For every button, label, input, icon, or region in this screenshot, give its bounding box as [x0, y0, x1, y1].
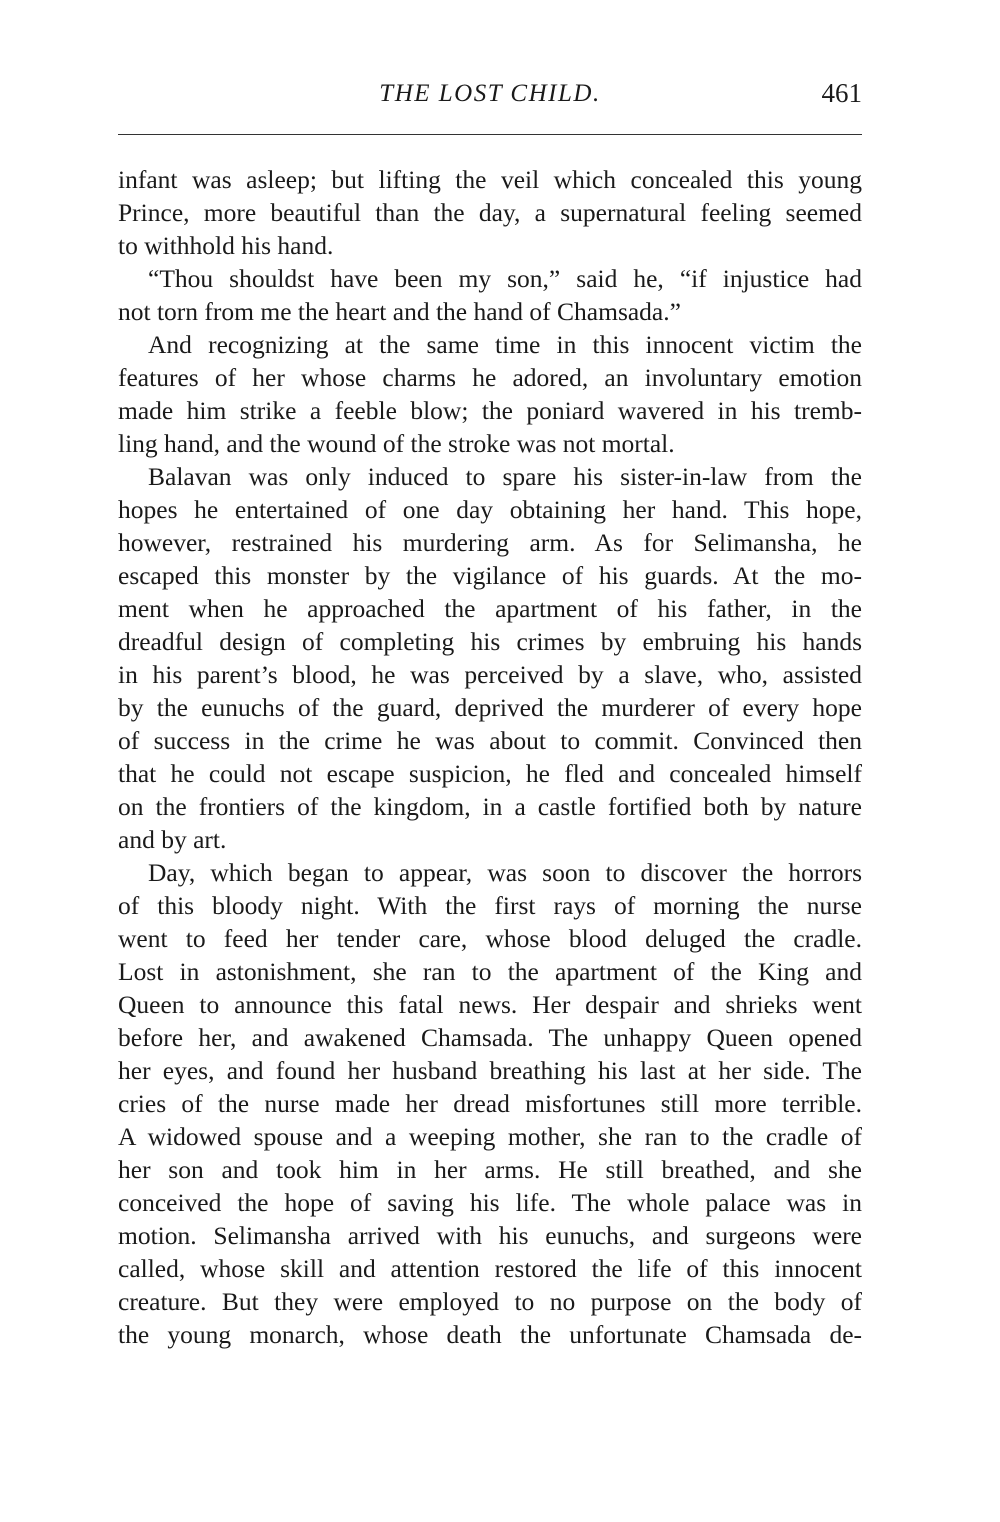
text-line: escaped this monster by the vigilance of his guards. At the mo-	[118, 561, 862, 590]
text-line: Lost in astonishment, she ran to the apartment of the King and	[118, 957, 862, 986]
text-line: hopes he entertained of one day obtaining her hand. This hope,	[118, 495, 862, 524]
text-line: features of her whose charms he adored, an involuntary emotion	[118, 363, 862, 392]
header-rule	[118, 134, 862, 135]
text-line: that he could not escape suspicion, he fled and concealed himself	[118, 759, 862, 788]
running-title: THE LOST CHILD.	[379, 80, 601, 107]
text-line: made him strike a feeble blow; the poniard wavered in his tremb-	[118, 396, 862, 425]
text-line: of this bloody night. With the first rays of morning the nurse	[118, 891, 862, 920]
text-line: infant was asleep; but lifting the veil which concealed this young	[118, 165, 862, 194]
text-line: in his parent’s blood, he was perceived by a slave, who, assisted	[118, 660, 862, 689]
text-line: the young monarch, whose death the unfortunate Chamsada de-	[118, 1320, 862, 1349]
page-header	[118, 76, 862, 116]
text-line: A widowed spouse and a weeping mother, she ran to the cradle of	[118, 1122, 862, 1151]
text-line: called, whose skill and attention restored the life of this innocent	[118, 1254, 862, 1283]
text-line: And recognizing at the same time in this innocent victim the	[148, 330, 862, 359]
text-line: ling hand, and the wound of the stroke was not mortal.	[118, 429, 675, 458]
text-line: her eyes, and found her husband breathing his last at her side. The	[118, 1056, 862, 1085]
text-line: ment when he approached the apartment of his father, in the	[118, 594, 862, 623]
text-line: went to feed her tender care, whose blood deluged the cradle.	[118, 924, 862, 953]
text-line: cries of the nurse made her dread misfortunes still more terrible.	[118, 1089, 862, 1118]
text-line: Day, which began to appear, was soon to discover the horrors	[148, 858, 862, 887]
text-line: however, restrained his murdering arm. As for Selimansha, he	[118, 528, 862, 557]
text-line: before her, and awakened Chamsada. The unhappy Queen opened	[118, 1023, 862, 1052]
text-line: her son and took him in her arms. He still breathed, and she	[118, 1155, 862, 1184]
text-line: to withhold his hand.	[118, 231, 334, 260]
text-line: and by art.	[118, 825, 227, 854]
text-line: of success in the crime he was about to commit. Convinced then	[118, 726, 862, 755]
text-line: Balavan was only induced to spare his sister-in-law from the	[148, 462, 862, 491]
text-line: conceived the hope of saving his life. The whole palace was in	[118, 1188, 862, 1217]
body-text	[118, 163, 862, 1351]
text-line: Queen to announce this fatal news. Her despair and shrieks went	[118, 990, 862, 1019]
text-line: creature. But they were employed to no purpose on the body of	[118, 1287, 862, 1316]
text-line: not torn from me the heart and the hand of Chamsada.”	[118, 297, 681, 326]
text-line: “Thou shouldst have been my son,” said he, “if injustice had	[148, 264, 862, 293]
text-line: by the eunuchs of the guard, deprived the murderer of every hope	[118, 693, 862, 722]
text-line: on the frontiers of the kingdom, in a castle fortified both by nature	[118, 792, 862, 821]
page-number: 461	[821, 78, 862, 108]
text-line: dreadful design of completing his crimes by embruing his hands	[118, 627, 862, 656]
text-line: Prince, more beautiful than the day, a supernatural feeling seemed	[118, 198, 862, 227]
text-line: motion. Selimansha arrived with his eunuchs, and surgeons were	[118, 1221, 862, 1250]
